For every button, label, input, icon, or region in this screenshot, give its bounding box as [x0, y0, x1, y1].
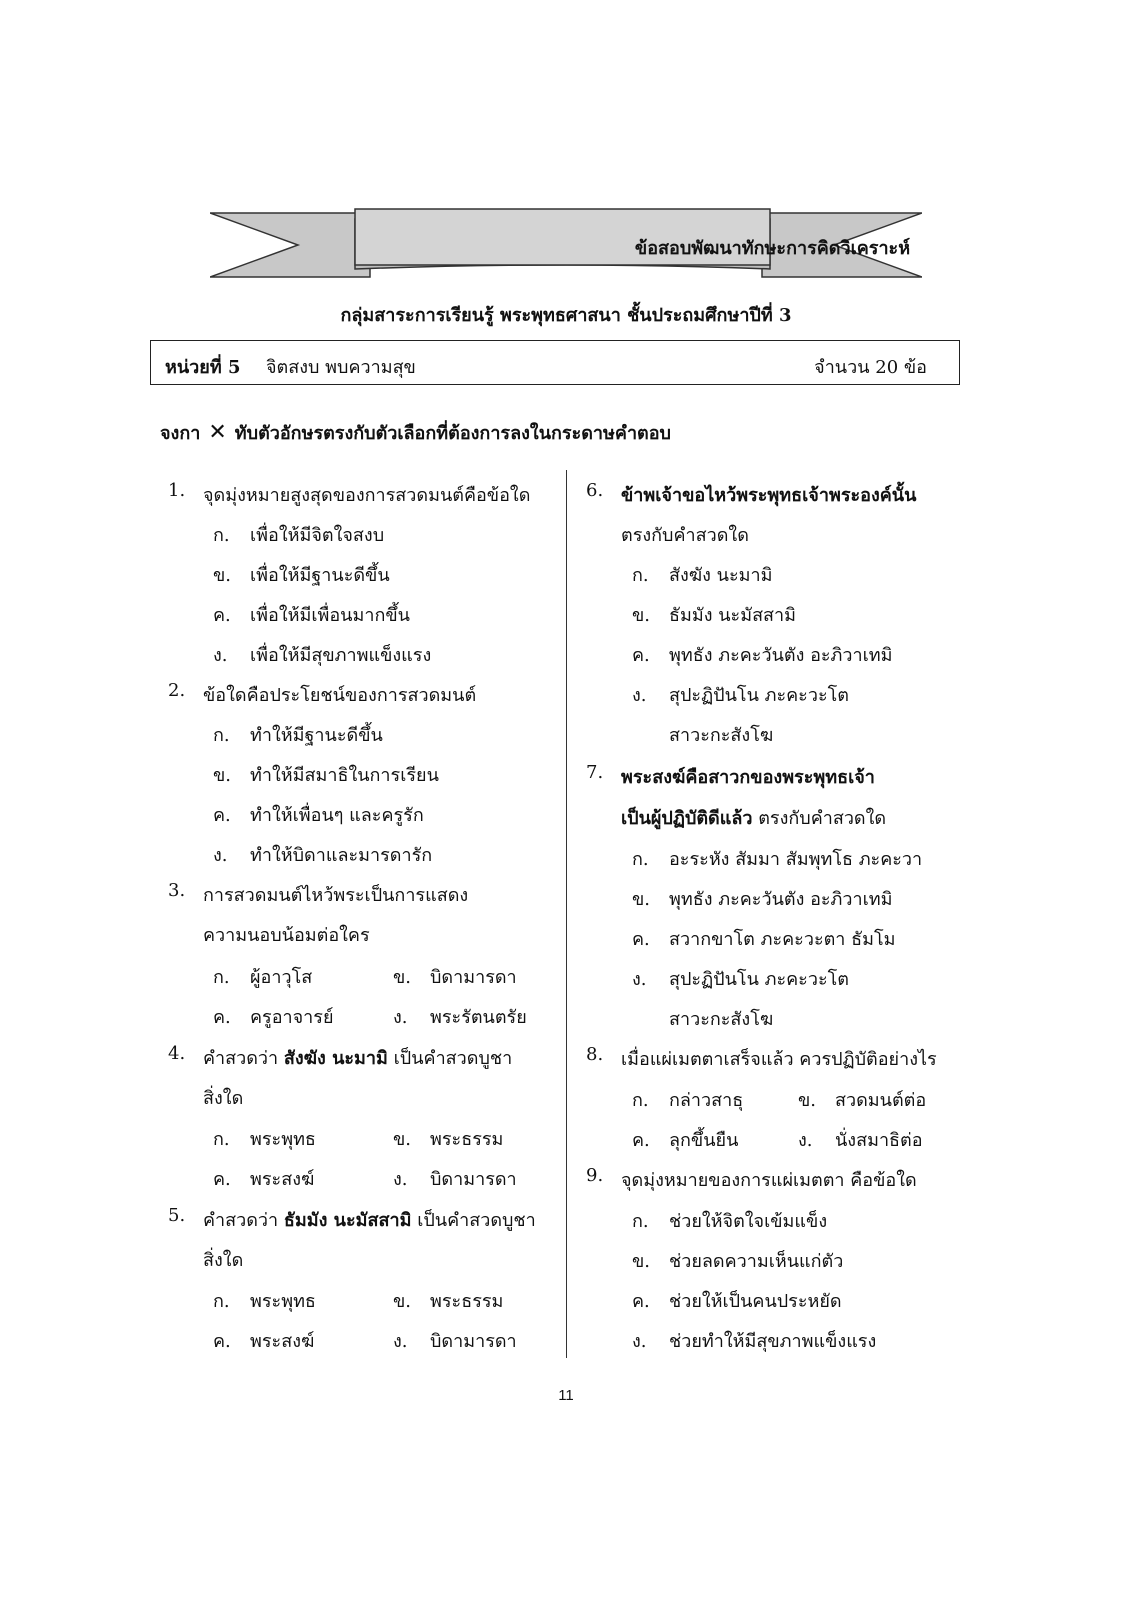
choice-text: ครูอาจารย์: [250, 1007, 334, 1028]
choice-text: พระสงฆ์: [250, 1331, 315, 1352]
choice-text: กล่าวสาธุ: [669, 1090, 744, 1111]
choice-letter: ง.: [213, 645, 228, 666]
instruction-prefix: จงกา: [160, 423, 201, 444]
choice-text: ผู้อาวุโส: [250, 967, 313, 988]
choice-letter: ข.: [213, 565, 232, 586]
choice-text: สังฆัง นะมามิ: [669, 565, 773, 586]
question-text: จุดมุ่งหมายของการแผ่เมตตา คือข้อใด: [621, 1170, 917, 1191]
instruction: [160, 418, 671, 447]
question-text-pre: คำสวดว่า: [203, 1048, 279, 1069]
question-number: 1.: [168, 480, 186, 501]
choice-letter: ค.: [213, 1169, 231, 1190]
question-text: ตรงกับคำสวดใด: [621, 525, 749, 546]
choice-text: ทำให้บิดาและมารดารัก: [250, 845, 433, 866]
page-number: 11: [558, 1387, 574, 1404]
choice-text: พระรัตนตรัย: [430, 1007, 527, 1028]
choice-letter: ง.: [393, 1331, 408, 1352]
choice-text: พระธรรม: [430, 1129, 504, 1150]
choice-letter: ก.: [632, 565, 649, 586]
choice-letter: ก.: [213, 525, 230, 546]
question-keyword: ธัมมัง นะมัสสามิ: [283, 1210, 412, 1231]
title-banner: [210, 205, 922, 285]
choice-letter: ก.: [632, 1211, 649, 1232]
question-text: สิ่งใด: [203, 1250, 244, 1271]
choice-text: เพื่อให้มีฐานะดีขึ้น: [250, 565, 390, 586]
choice-letter: ง.: [632, 685, 647, 706]
choice-letter: ค.: [213, 1007, 231, 1028]
choice-text: เพื่อให้มีจิตใจสงบ: [250, 525, 385, 546]
choice-letter: ก.: [213, 1291, 230, 1312]
choice-letter: ง.: [213, 845, 228, 866]
choice-text: สาวะกะสังโฆ: [669, 725, 774, 746]
choice-text: ทำให้เพื่อนๆ และครูรัก: [250, 805, 424, 826]
choice-letter: ง.: [393, 1007, 408, 1028]
choice-text: ทำให้มีฐานะดีขึ้น: [250, 725, 383, 746]
choice-letter: ข.: [798, 1090, 817, 1111]
choice-text: พระพุทธ: [250, 1129, 316, 1150]
choice-text: พุทธัง ภะคะวันตัง อะภิวาเทมิ: [669, 645, 893, 666]
choice-text: ช่วยให้เป็นคนประหยัด: [669, 1291, 842, 1312]
choice-text: ช่วยลดความเห็นแก่ตัว: [669, 1251, 844, 1272]
choice-letter: ค.: [213, 605, 231, 626]
choice-text: ช่วยทำให้มีสุขภาพแข็งแรง: [669, 1331, 877, 1352]
choice-text: ช่วยให้จิตใจเข้มแข็ง: [669, 1211, 828, 1232]
question-text: สิ่งใด: [203, 1088, 244, 1109]
choice-letter: ก.: [632, 849, 649, 870]
question-text: ข้าพเจ้าขอไหว้พระพุทธเจ้าพระองค์นั้น: [621, 485, 917, 506]
question-keyword: เป็นผู้ปฏิบัติดีแล้ว: [621, 808, 753, 829]
question-text: พระสงฆ์คือสาวกของพระพุทธเจ้า: [621, 767, 875, 788]
question-text: เมื่อแผ่เมตตาเสร็จแล้ว ควรปฏิบัติอย่างไร: [621, 1049, 937, 1070]
choice-text: เพื่อให้มีเพื่อนมากขึ้น: [250, 605, 410, 626]
choice-letter: ข.: [632, 605, 651, 626]
question-text: [203, 1205, 536, 1234]
choice-letter: ก.: [632, 1090, 649, 1111]
choice-letter: ค.: [632, 1130, 650, 1151]
choice-letter: ข.: [393, 967, 412, 988]
choice-letter: ง.: [798, 1130, 813, 1151]
question-text-pre: คำสวดว่า: [203, 1210, 279, 1231]
unit-label: หน่วยที่ 5: [165, 357, 241, 378]
question-number: 7.: [586, 762, 604, 783]
choice-letter: ค.: [213, 805, 231, 826]
choice-text: สวดมนต์ต่อ: [835, 1090, 927, 1111]
question-number: 5.: [168, 1205, 186, 1226]
choice-letter: ก.: [213, 1129, 230, 1150]
choice-text: สวากขาโต ภะคะวะตา ธัมโม: [669, 929, 896, 950]
question-text: จุดมุ่งหมายสูงสุดของการสวดมนต์คือข้อใด: [203, 485, 531, 506]
unit-box: [150, 340, 960, 385]
choice-letter: ค.: [213, 1331, 231, 1352]
choice-text: พระธรรม: [430, 1291, 504, 1312]
choice-letter: ข.: [213, 765, 232, 786]
question-text: ความนอบน้อมต่อใคร: [203, 925, 370, 946]
choice-text: อะระหัง สัมมา สัมพุทโธ ภะคะวา: [669, 849, 923, 870]
choice-text: สาวะกะสังโฆ: [669, 1009, 774, 1030]
choice-text: พระสงฆ์: [250, 1169, 315, 1190]
choice-letter: ค.: [632, 1291, 650, 1312]
choice-text: บิดามารดา: [430, 1331, 517, 1352]
choice-text: บิดามารดา: [430, 1169, 517, 1190]
choice-text: สุปะฏิปันโน ภะคะวะโต: [669, 969, 849, 990]
question-keyword: สังฆัง นะมามิ: [283, 1048, 388, 1069]
choice-text: ลุกขึ้นยืน: [669, 1130, 739, 1151]
cross-mark-icon: ✕: [208, 420, 227, 445]
subject-subtitle: กลุ่มสาระการเรียนรู้ พระพุทธศาสนา ชั้นประถมศึกษาปีที่ 3: [340, 305, 792, 326]
choice-letter: ข.: [632, 889, 651, 910]
choice-letter: ง.: [632, 1331, 647, 1352]
question-number: 9.: [586, 1165, 604, 1186]
choice-text: สุปะฏิปันโน ภะคะวะโต: [669, 685, 849, 706]
choice-letter: ง.: [632, 969, 647, 990]
choice-letter: ค.: [632, 929, 650, 950]
choice-letter: ค.: [632, 645, 650, 666]
question-text: การสวดมนต์ไหว้พระเป็นการแสดง: [203, 885, 469, 906]
choice-letter: ข.: [393, 1291, 412, 1312]
question-text: [621, 803, 886, 832]
choice-letter: ง.: [393, 1169, 408, 1190]
question-text: ข้อใดคือประโยชน์ของการสวดมนต์: [203, 685, 477, 706]
choice-text: บิดามารดา: [430, 967, 517, 988]
choice-text: เพื่อให้มีสุขภาพแข็งแรง: [250, 645, 432, 666]
choice-letter: ก.: [213, 725, 230, 746]
question-number: 4.: [168, 1043, 186, 1064]
question-text-post: เป็นคำสวดบูชา: [393, 1048, 513, 1069]
choice-letter: ข.: [393, 1129, 412, 1150]
column-divider: [566, 470, 567, 1358]
question-number: 6.: [586, 480, 604, 501]
instruction-text: ทับตัวอักษรตรงกับตัวเลือกที่ต้องการลงในกระดาษคำตอบ: [234, 423, 671, 444]
choice-text: ทำให้มีสมาธิในการเรียน: [250, 765, 439, 786]
question-number: 3.: [168, 880, 186, 901]
choice-letter: ข.: [632, 1251, 651, 1272]
choice-letter: ก.: [213, 967, 230, 988]
unit-name: จิตสงบ พบความสุข: [266, 357, 416, 378]
choice-text: พุทธัง ภะคะวันตัง อะภิวาเทมิ: [669, 889, 893, 910]
question-count: จำนวน 20 ข้อ: [814, 357, 927, 378]
choice-text: พระพุทธ: [250, 1291, 316, 1312]
choice-text: นั่งสมาธิต่อ: [835, 1130, 923, 1151]
question-text: [203, 1043, 512, 1072]
question-number: 2.: [168, 680, 186, 701]
banner-title: ข้อสอบพัฒนาทักษะการคิดวิเคราะห์: [634, 237, 911, 259]
choice-text: ธัมมัง นะมัสสามิ: [669, 605, 797, 626]
question-text-post: เป็นคำสวดบูชา: [417, 1210, 536, 1231]
question-text-post: ตรงกับคำสวดใด: [758, 808, 887, 829]
question-number: 8.: [586, 1044, 604, 1065]
